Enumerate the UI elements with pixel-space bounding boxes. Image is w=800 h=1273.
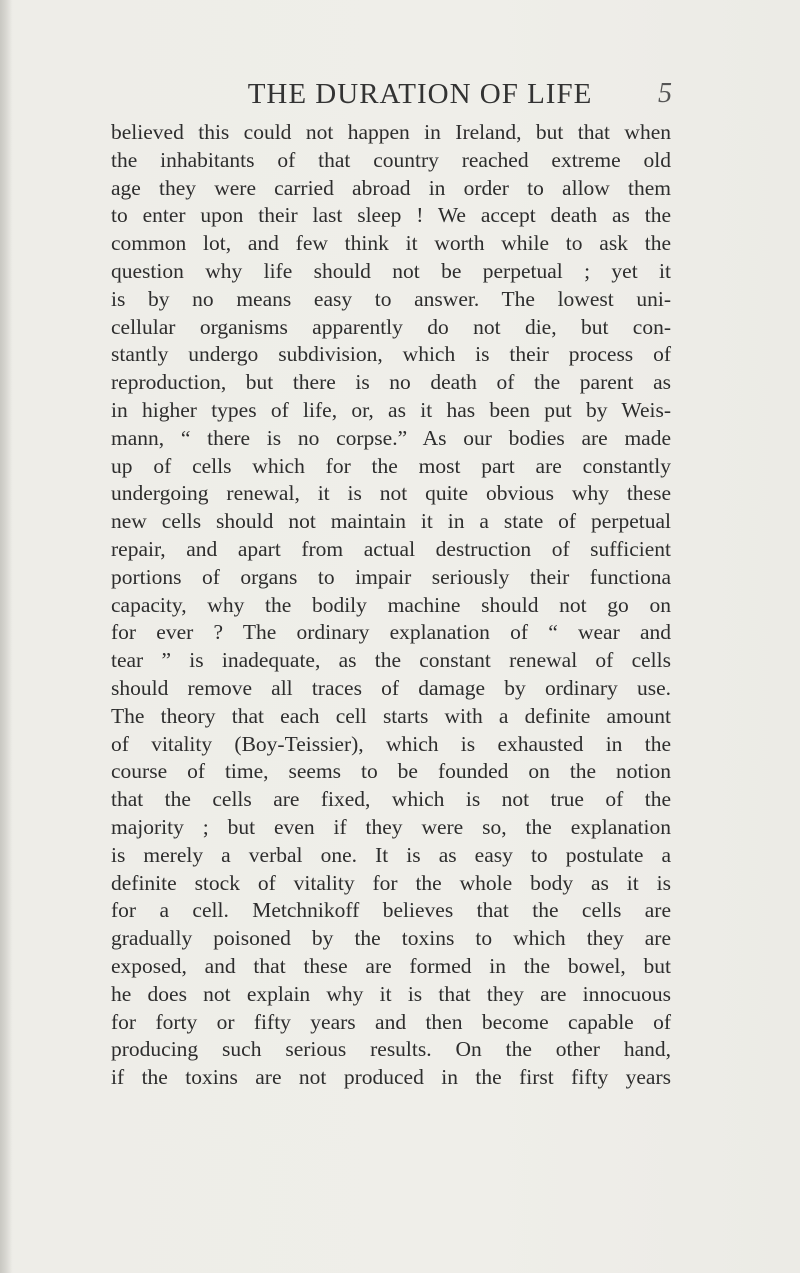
- text-line: that the cells are fixed, which is not true of the: [111, 787, 671, 812]
- text-line: undergoing renewal, it is not quite obvious why these: [111, 481, 671, 506]
- text-line: question why life should not be perpetual ; yet it: [111, 258, 671, 283]
- text-line: reproduction, but there is no death of the parent as: [111, 370, 671, 395]
- text-line: gradually poisoned by the toxins to which they are: [111, 926, 671, 951]
- text-line: should remove all traces of damage by ordinary use.: [111, 675, 671, 700]
- spine-shadow: [0, 0, 12, 1273]
- running-head: [160, 74, 680, 114]
- body-text: [111, 119, 671, 1092]
- text-line: the inhabitants of that country reached extreme old: [111, 147, 671, 172]
- text-line: of vitality (Boy-Teissier), which is exhausted in the: [111, 731, 671, 756]
- text-line: if the toxins are not produced in the first fifty years: [111, 1065, 671, 1090]
- text-line: is by no means easy to answer. The lowest uni-: [111, 286, 671, 311]
- text-line: age they were carried abroad in order to allow them: [111, 175, 671, 200]
- text-line: producing such serious results. On the other hand,: [111, 1037, 671, 1062]
- text-line: common lot, and few think it worth while to ask the: [111, 231, 671, 256]
- text-line: exposed, and that these are formed in the bowel, but: [111, 953, 671, 978]
- text-line: capacity, why the bodily machine should not go on: [111, 592, 671, 617]
- running-title: THE DURATION OF LIFE: [247, 77, 593, 110]
- page-number: 5: [658, 78, 672, 109]
- text-line: believed this could not happen in Ireland, but that when: [111, 120, 671, 144]
- text-line: for forty or fifty years and then become capable of: [111, 1009, 671, 1034]
- text-line: for ever ? The ordinary explanation of “ wear and: [111, 620, 671, 645]
- text-line: majority ; but even if they were so, the explanation: [111, 814, 671, 839]
- text-line: for a cell. Metchnikoff believes that the cells are: [111, 898, 671, 923]
- text-line: to enter upon their last sleep ! We accept death as the: [111, 203, 671, 228]
- text-line: cellular organisms apparently do not die, but con-: [111, 314, 671, 339]
- text-line: he does not explain why it is that they are innocuous: [111, 981, 671, 1006]
- text-line: mann, “ there is no corpse.” As our bodies are made: [111, 425, 671, 450]
- text-line: repair, and apart from actual destruction of sufficient: [111, 536, 671, 561]
- text-line: portions of organs to impair seriously their functiona: [111, 564, 671, 589]
- text-line: new cells should not maintain it in a state of perpetual: [111, 509, 671, 534]
- text-line: up of cells which for the most part are constantly: [111, 453, 671, 478]
- text-line: stantly undergo subdivision, which is their process of: [111, 342, 671, 367]
- text-line: The theory that each cell starts with a definite amount: [111, 703, 671, 728]
- text-line: tear ” is inadequate, as the constant renewal of cells: [111, 648, 671, 673]
- text-line: in higher types of life, or, as it has been put by Weis-: [111, 397, 671, 422]
- text-line: is merely a verbal one. It is as easy to postulate a: [111, 842, 671, 867]
- text-line: course of time, seems to be founded on the notion: [111, 759, 671, 784]
- text-line: definite stock of vitality for the whole body as it is: [111, 870, 671, 895]
